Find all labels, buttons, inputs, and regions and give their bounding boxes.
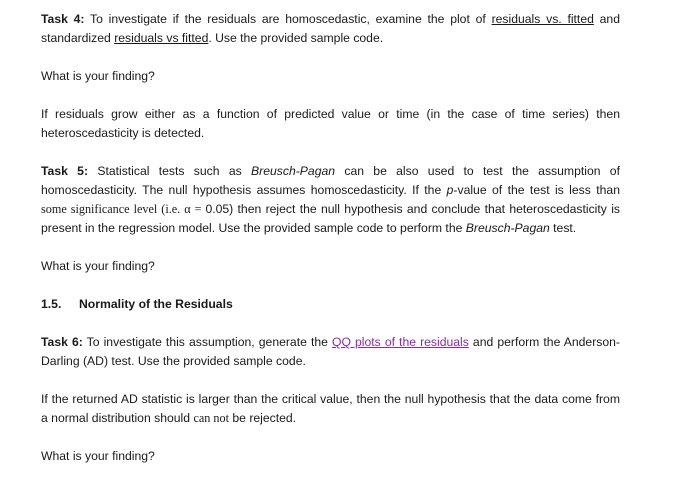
- task4-text-a: To investigate if the residuals are homoscedastic, examine the plot of: [84, 12, 492, 26]
- question-2: What is your finding?: [41, 259, 155, 273]
- hint2-serif-text: can not: [193, 411, 229, 425]
- task5-text-a: Statistical tests such as: [88, 164, 252, 178]
- question-1: What is your finding?: [41, 69, 155, 83]
- task6-paragraph: [41, 333, 620, 371]
- task5-text-c: -value of the test is less than: [453, 183, 620, 197]
- task5-serif-text: some significance level (i.e. α =: [41, 202, 206, 216]
- section-number: 1.5.: [41, 297, 62, 311]
- task5-label: Task 5:: [41, 164, 89, 178]
- task5-paragraph: [41, 162, 620, 238]
- qq-plots-link[interactable]: QQ plots of the residuals: [331, 335, 469, 349]
- task6-text-b: and perform the Anderson-Darling (AD) test. Use the provided sample code.: [41, 335, 620, 368]
- breusch-pagan-term-2: Breusch-Pagan: [465, 221, 550, 235]
- section-title: Normality of the Residuals: [79, 297, 233, 311]
- task4-label: Task 4:: [41, 12, 85, 26]
- question-3: What is your finding?: [41, 449, 155, 463]
- hint2-text-a: If the returned AD statistic is larger than the critical value, then the null hypothesis that the data come from a normal distribution should: [41, 392, 620, 425]
- task4-text-c: . Use the provided sample code.: [208, 31, 384, 45]
- ad-test-hint: [41, 390, 620, 428]
- hint2-text-b: be rejected.: [228, 411, 297, 425]
- task6-label: Task 6:: [41, 335, 83, 349]
- task6-text-a: To investigate this assumption, generate the: [82, 335, 332, 349]
- document-page: [41, 10, 620, 466]
- breusch-pagan-term: Breusch-Pagan: [251, 164, 336, 178]
- task5-text-b: can be also used to test the assumption of homoscedasticity. The null hypothesis assumes homoscedasticity. If the: [41, 164, 620, 197]
- residuals-vs-fitted-ref: residuals vs. fitted: [491, 12, 594, 26]
- p-symbol: p: [446, 183, 454, 197]
- heteroscedasticity-hint: If residuals grow either as a function of predicted value or time (in the case of time series) then heteroscedasticity is detected.: [41, 107, 620, 140]
- task5-text-e: test.: [549, 221, 577, 235]
- task4-text-b: and standardized: [41, 12, 620, 45]
- standardized-residuals-ref: residuals vs fitted: [114, 31, 209, 45]
- section-heading: [41, 295, 620, 314]
- task4-paragraph: [41, 10, 620, 48]
- task5-text-d: 0.05) then reject the null hypothesis and conclude that heteroscedasticity is present in the regression model. Use the provided sample code to perform the: [41, 202, 621, 235]
